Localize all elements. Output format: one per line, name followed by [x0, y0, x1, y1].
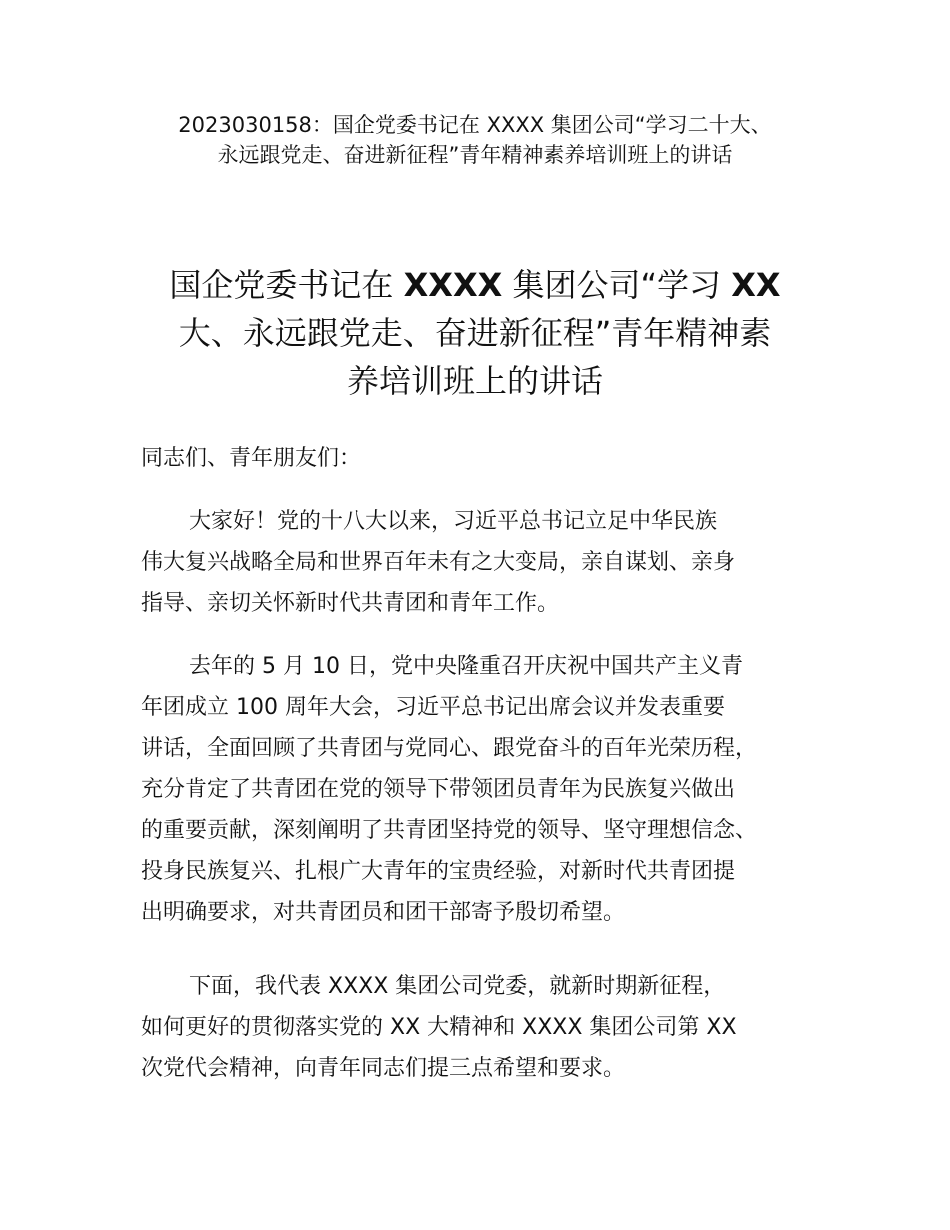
title-line-2: 大、永远跟党走、奋进新征程”青年精神素: [178, 314, 772, 352]
paragraph-line: 如何更好的贯彻落实党的 XX 大精神和 XXXX 集团公司第 XX: [141, 1015, 737, 1040]
title-line-1: [130, 261, 820, 309]
paragraph-line: 下面，我代表 XXXX 集团公司党委，就新时期新征程，: [189, 974, 726, 999]
header-line-2: 永远跟党走、奋进新征程”青年精神素养培训班上的讲话: [217, 143, 733, 167]
paragraph-line: 出明确要求，对共青团员和团干部寄予殷切希望。: [141, 900, 626, 925]
paragraph-line: 投身民族复兴、扎根广大青年的宝贵经验，对新时代共青团提: [141, 859, 736, 884]
paragraph-3: [141, 966, 841, 1089]
paragraph-line: 伟大复兴战略全局和世界百年未有之大变局，亲自谋划、亲身: [141, 550, 736, 575]
paragraph-line: 指导、亲切关怀新时代共青团和青年工作。: [141, 591, 560, 616]
paragraph-line: 次党代会精神，向青年同志们提三点希望和要求。: [141, 1056, 626, 1081]
paragraph-2: [141, 646, 841, 933]
document-title: [130, 261, 820, 405]
title-segment: 国企党委书记在: [169, 266, 404, 304]
title-segment: 集团公司“学习: [502, 266, 732, 304]
paragraph-line: 充分肯定了共青团在党的领导下带领团员青年为民族复兴做出: [141, 777, 736, 802]
document-header: [80, 110, 870, 170]
paragraph-line: 年团成立 100 周年大会，习近平总书记出席会议并发表重要: [141, 695, 725, 720]
greeting: 同志们、青年朋友们：: [141, 446, 362, 471]
paragraph-line: 大家好！党的十八大以来，习近平总书记立足中华民族: [189, 509, 718, 534]
title-line-3: 养培训班上的讲话: [346, 362, 603, 400]
paragraph-1: [141, 501, 841, 624]
paragraph-line: 的重要贡献，深刻阐明了共青团坚持党的领导、坚守理想信念、: [141, 818, 758, 843]
header-line-1: 2023030158：国企党委书记在 XXXX 集团公司“学习二十大、: [178, 113, 772, 137]
title-segment-bold: XXXX: [403, 266, 503, 304]
paragraph-line: 讲话，全面回顾了共青团与党同心、跟党奋斗的百年光荣历程，: [141, 736, 758, 761]
paragraph-line: 去年的 5 月 10 日，党中央隆重召开庆祝中国共产主义青: [189, 654, 743, 679]
title-segment-bold: XX: [731, 266, 781, 304]
